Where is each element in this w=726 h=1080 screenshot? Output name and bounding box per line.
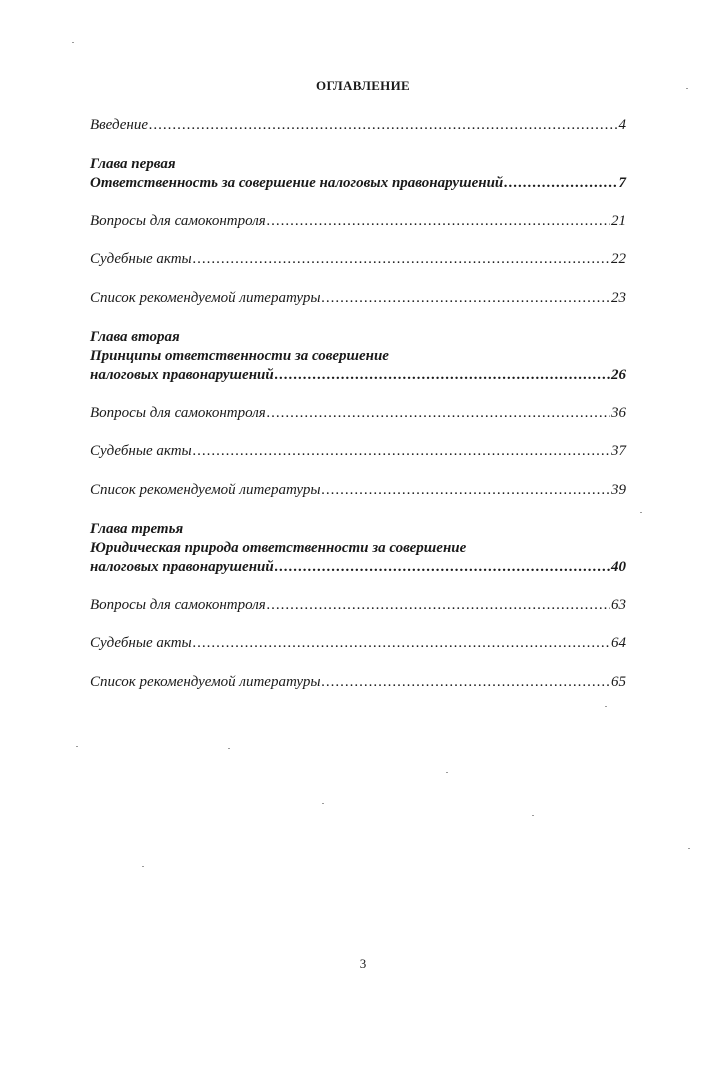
toc-entry-label: Ответственность за совершение налоговых правонарушений bbox=[90, 175, 504, 191]
leader-dots bbox=[193, 250, 610, 268]
toc-heading: ОГЛАВЛЕНИЕ bbox=[316, 78, 410, 93]
toc-entry-label: Судебные акты bbox=[90, 251, 192, 267]
toc-entry-ch3-literature bbox=[90, 673, 626, 691]
scan-speck bbox=[688, 848, 690, 849]
leader-dots bbox=[267, 596, 610, 614]
toc-entry-ch1-questions bbox=[90, 212, 626, 230]
toc-entry-page: 7 bbox=[618, 175, 626, 191]
toc-entry-page: 22 bbox=[611, 251, 626, 267]
toc-entry-label: налоговых правонарушений bbox=[90, 367, 274, 383]
leader-dots bbox=[267, 404, 610, 422]
toc-entry-ch1-court-acts bbox=[90, 250, 626, 268]
scan-speck bbox=[532, 815, 534, 816]
chapter-3-title: Юридическая природа ответственности за совершение bbox=[90, 540, 467, 556]
toc-entry-page: 23 bbox=[611, 290, 626, 306]
scan-speck bbox=[640, 512, 642, 513]
leader-dots bbox=[193, 442, 610, 460]
chapter-2-title: Принципы ответственности за совершение bbox=[90, 348, 389, 364]
leader-dots bbox=[322, 673, 610, 691]
toc-entry-label: Вопросы для самоконтроля bbox=[90, 405, 266, 421]
toc-entry-page: 4 bbox=[618, 117, 626, 133]
toc-entry-page: 36 bbox=[611, 405, 626, 421]
toc-entry-label: Вопросы для самоконтроля bbox=[90, 213, 266, 229]
page-number: 3 bbox=[359, 956, 367, 971]
leader-dots bbox=[322, 289, 610, 307]
leader-dots bbox=[504, 174, 617, 192]
scan-speck bbox=[605, 706, 607, 707]
leader-dots bbox=[267, 212, 610, 230]
toc-entry-page: 26 bbox=[611, 367, 626, 383]
leader-dots bbox=[149, 116, 618, 134]
toc-entry-label: Вопросы для самоконтроля bbox=[90, 597, 266, 613]
toc-entry-page: 65 bbox=[611, 674, 626, 690]
scan-speck bbox=[322, 803, 324, 804]
toc-entry-page: 40 bbox=[611, 559, 626, 575]
toc-entry-page: 64 bbox=[611, 635, 626, 651]
toc-entry-label: Судебные акты bbox=[90, 443, 192, 459]
toc-entry-label: Введение bbox=[90, 117, 148, 133]
scan-speck bbox=[228, 748, 230, 749]
toc-entry-label: Судебные акты bbox=[90, 635, 192, 651]
toc-entry-intro bbox=[90, 116, 626, 134]
leader-dots bbox=[322, 481, 610, 499]
toc-entry-label: Список рекомендуемой литературы bbox=[90, 674, 321, 690]
toc-entry-chapter-2 bbox=[90, 366, 626, 384]
leader-dots bbox=[275, 558, 610, 576]
toc-entry-ch1-literature bbox=[90, 289, 626, 307]
chapter-3-name: Глава третья bbox=[90, 521, 184, 537]
scan-speck bbox=[446, 772, 448, 773]
toc-entry-ch2-court-acts bbox=[90, 442, 626, 460]
chapter-1-name: Глава первая bbox=[90, 156, 176, 172]
toc-entry-chapter-3 bbox=[90, 558, 626, 576]
toc-entry-ch3-questions bbox=[90, 596, 626, 614]
leader-dots bbox=[275, 366, 610, 384]
toc-entry-ch3-court-acts bbox=[90, 634, 626, 652]
toc-entry-page: 37 bbox=[611, 443, 626, 459]
toc-entry-label: Список рекомендуемой литературы bbox=[90, 290, 321, 306]
scan-speck bbox=[76, 746, 78, 747]
toc-entry-page: 39 bbox=[611, 482, 626, 498]
toc-entry-page: 21 bbox=[611, 213, 626, 229]
scan-speck bbox=[142, 866, 144, 867]
toc-entry-page: 63 bbox=[611, 597, 626, 613]
chapter-2-name: Глава вторая bbox=[90, 329, 180, 345]
toc-entry-label: налоговых правонарушений bbox=[90, 559, 274, 575]
scan-speck bbox=[686, 88, 688, 89]
scan-speck bbox=[72, 42, 74, 43]
leader-dots bbox=[193, 634, 610, 652]
toc-entry-label: Список рекомендуемой литературы bbox=[90, 482, 321, 498]
toc-entry-ch2-literature bbox=[90, 481, 626, 499]
toc-entry-chapter-1 bbox=[90, 174, 626, 192]
toc-entry-ch2-questions bbox=[90, 404, 626, 422]
